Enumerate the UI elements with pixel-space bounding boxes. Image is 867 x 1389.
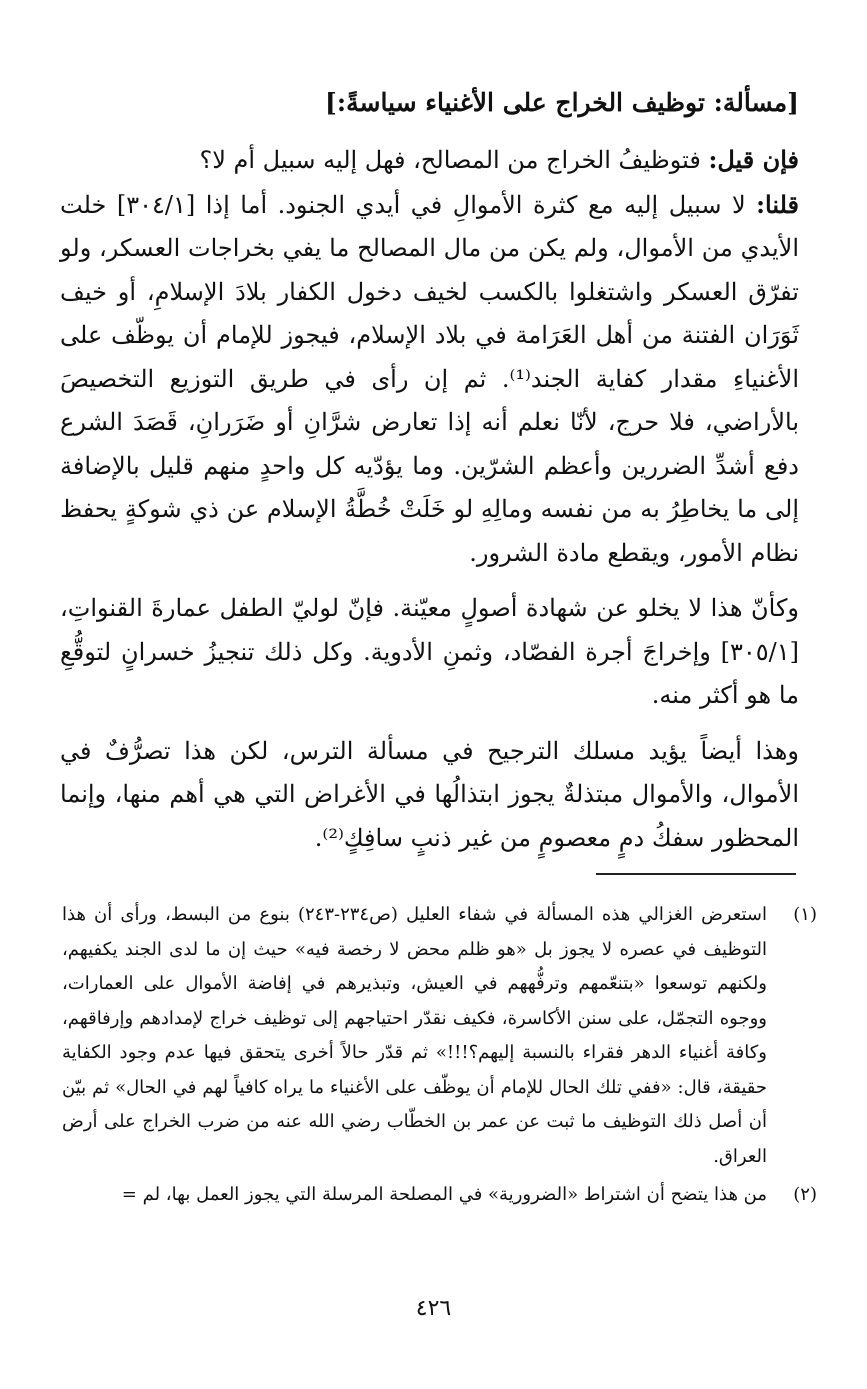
- footnote-text: استعرض الغزالي هذه المسألة في شفاء العليل (ص٢٣٤-٢٤٣) بنوع من البسط، ورأى أن هذا التوظيف في عصره لا يجوز بل «هو ظلم محض لا رخصة فيه» حيث إن ما لدى الجند يكفيهم، ولكنهم توسعوا «بتنعّمهم وترفُّههم في العيش، وتبذيرهم في إفاضة الأموال على العمارات، ووجوه التجمّل، على سنن الأكاسرة، فكيف نقدّر احتياجهم إلى توظيف خراج لإمدادهم وإرفاقهم، وكافة أغنياء الدهر فقراء بالنسبة إليهم؟!!!» ثم قدّر حالاً أخرى يتحقق فيها عدم وجود الكفاية حقيقة، قال: «ففي تلك الحال للإمام أن يوظّف على الأغنياء ما يراه كافياً لهم في الحال» ثم بيّن أن أصل ذلك التوظيف ما ثبت عن عمر بن الخطّاب رضي الله عنه من ضرب الخراج على أرض العراق.: [62, 904, 767, 1167]
- answer-text: لا سبيل إليه مع كثرة الأموالِ في أيدي الجنود. أما إذا [٣٠٤/١] خلت الأيدي من الأموال، ولم يكن من مال المصالح ما يفي بخراجات العسكر، ولو تفرّق العسكر واشتغلوا بالكسب لخيف دخول الكفار بلادَ الإسلامِ، أو خيف ثَوَرَان الفتنة من أهل العَرَامة في بلاد الإسلام، فيجوز للإمام أن يوظّف على الأغنياءِ مقدار كفاية الجند⁽¹⁾. ثم إن رأى في طريق التوزيع التخصيصَ بالأراضي، فلا حرج، لأنّا نعلم أنه إذا تعارض شرَّانِ أو ضَرَرانِ، قَصَدَ الشرع دفع أشدِّ الضررين وأعظم الشرّين. وما يؤدّيه كل واحدٍ منهم قليل بالإضافة إلى ما يخاطِرُ به من نفسه ومالِهِ لو خَلَتْ خُطَّةُ الإسلام عن ذي شوكةٍ يحفظ نظام الأمور، ويقطع مادة الشرور.: [60, 190, 799, 567]
- footnote: [62, 1178, 817, 1213]
- footnote-text: من هذا يتضح أن اشتراط «الضرورية» في المصلحة المرسلة التي يجوز العمل بها، لم =: [121, 1184, 767, 1205]
- question-paragraph: [60, 138, 799, 183]
- footnotes: [62, 898, 817, 1213]
- page-number: ٤٢٦: [415, 1296, 452, 1321]
- question-text: فتوظيفُ الخراج من المصالح، فهل إليه سبيل أم لا؟: [199, 146, 709, 174]
- analogy-paragraph: وكأنّ هذا لا يخلو عن شهادة أصولٍ معيّنة. فإنّ لوليّ الطفل عمارةَ القنواتِ، [٣٠٥/١] وإخراجَ أجرة الفصّاد، وثمنِ الأدوية. وكل ذلك تنجيزُ خسرانٍ لتوقُّعِ ما هو أكثر منه.: [60, 594, 799, 709]
- section-heading: [مسألة: توظيف الخراج على الأغنياء سياسةً:]: [325, 88, 799, 117]
- question-lead: فإن قيل:: [708, 145, 799, 174]
- footnote-separator: [596, 873, 796, 875]
- footnote-number: (١): [793, 904, 817, 925]
- conclusion-paragraph: وهذا أيضاً يؤيد مسلك الترجيح في مسألة الترس، لكن هذا تصرُّفٌ في الأموال، والأموال مبتذلةٌ يجوز ابتذالُها في الأغراض التي هي أهم منها، وإنما المحظور سفكُ دمٍ معصومٍ من غير ذنبٍ سافِكٍ⁽²⁾.: [60, 736, 799, 852]
- footnote-number: (٢): [793, 1184, 817, 1205]
- answer-lead: قلنا:: [756, 189, 799, 219]
- answer-paragraph: [60, 183, 799, 576]
- footnote: [62, 898, 817, 1174]
